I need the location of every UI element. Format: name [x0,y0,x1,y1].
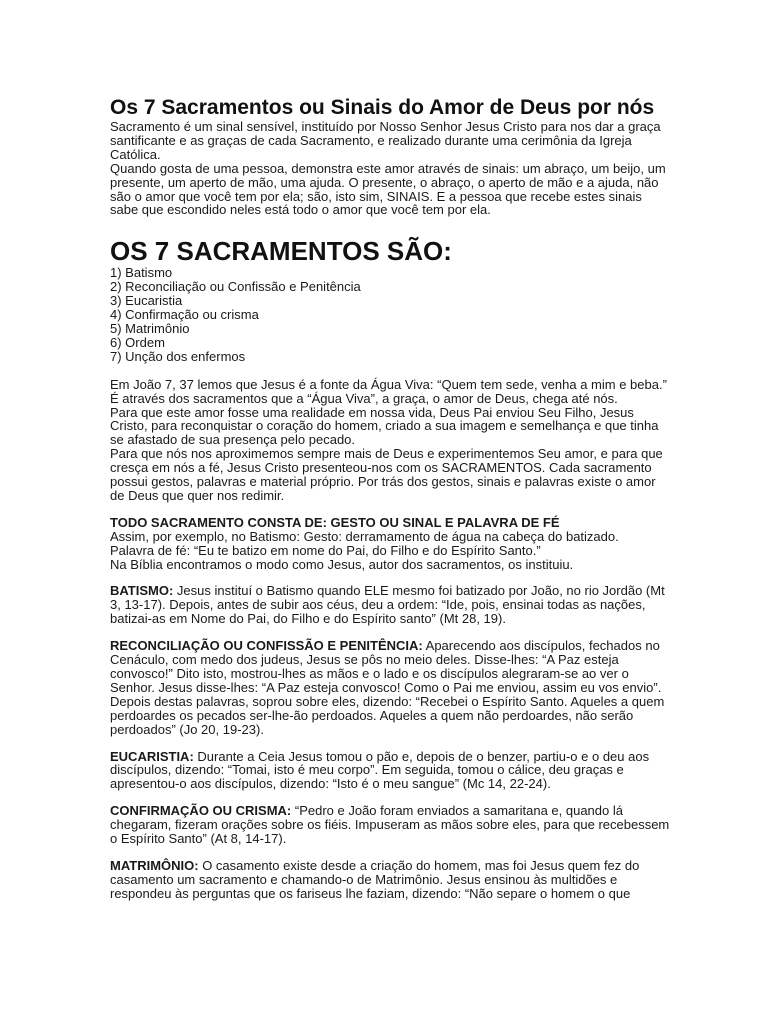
sacraments-heading: OS 7 SACRAMENTOS SÃO: [110,236,452,267]
section-matrimonio [110,859,670,901]
page-title: Os 7 Sacramentos ou Sinais do Amor de Deus por nós [110,96,655,119]
todo-heading: TODO SACRAMENTO CONSTA DE: GESTO OU SINAL E PALAVRA DE FÉ [110,514,560,530]
section-label: MATRIMÔNIO: [110,857,199,873]
body-paragraph-2: É através dos sacramentos que a “Água Viva”, a graça, o amor de Deus, chega até nós. [110,390,618,406]
document-body [110,96,670,901]
todo-line-1: Assim, por exemplo, no Batismo: Gesto: derramamento de água na cabeça do batizado. [110,528,619,544]
section-label: RECONCILIAÇÃO OU CONFISSÃO E PENITÊNCIA: [110,638,423,654]
section-text: Durante a Ceia Jesus tomou o pão e, depois de o benzer, partiu-o e o deu aos discípulos, dizendo: “Tomai, isto é meu corpo”. Em seguida, tomou o cálice, deu graças e apresentou-o aos discípulos, dizendo: “Isto é o meu sangue” (Mc 14, 22-24). [110,748,650,792]
section-text: Aparecendo aos discípulos, fechados no Cenáculo, com medo dos judeus, Jesus se pôs no meio deles. Disse-lhes: “A Paz esteja convosco!” Dito isto, mostrou-lhes as mãos e o lado e os discípulos alegraram-se ao ver o Senhor. Jesus disse-lhes: “A Paz esteja convosco! Como o Pai me enviou, assim eu vos envio”. Depois destas palavras, soprou sobre eles, dizendo: “Recebei o Espírito Santo. Aqueles a quem perdoardes os pecados ser-lhe-ão perdoados. Aqueles a quem não perdoardes, não serão perdoados” (Jo 20, 19-23). [110,638,665,737]
sacraments-list [110,266,670,363]
list-item: 1) Batismo [110,265,173,281]
list-item: 3) Eucaristia [110,293,183,309]
list-item: 6) Ordem [110,334,165,350]
list-item: 4) Confirmação ou crisma [110,307,259,323]
todo-line-2: Palavra de fé: “Eu te batizo em nome do Pai, do Filho e do Espírito Santo.” [110,542,541,558]
intro-paragraph-1: Sacramento é um sinal sensível, instituído por Nosso Senhor Jesus Cristo para nos dar a graça santificante e as graças de cada Sacramento, e realizado durante uma cerimônia da Igreja Católica. [110,119,661,162]
section-text: O casamento existe desde a criação do homem, mas foi Jesus quem fez do casamento um sacramento e chamando-o de Matrimônio. Jesus ensinou às multidões e respondeu às perguntas que os fariseus lhe faziam, dizendo: “Não separe o homem o que [110,857,640,901]
list-item: 7) Unção dos enfermos [110,348,246,364]
section-label: EUCARISTIA: [110,748,194,764]
body-paragraph-1: Em João 7, 37 lemos que Jesus é a fonte da Água Viva: “Quem tem sede, venha a mim e beba.” [110,376,667,392]
section-label: CONFIRMAÇÃO OU CRISMA: [110,803,292,819]
body-paragraph-3: Para que este amor fosse uma realidade em nossa vida, Deus Pai enviou Seu Filho, Jesus Cristo, para reconquistar o coração do homem, criado a sua imagem e semelhança e que tinha se afastado de sua presença pelo pecado. [110,404,659,448]
section-text: “Pedro e João foram enviados a samaritana e, quando lá chegaram, fizeram orações sobre os fiéis. Impuseram as mãos sobre eles, para que recebessem o Espírito Santo” (At 8, 14-17). [110,803,670,847]
section-batismo [110,584,670,626]
section-confirmacao [110,804,670,846]
section-text: Jesus instituí o Batismo quando ELE mesmo foi batizado por João, no rio Jordão (Mt 3, 13-17). Depois, antes de subir aos céus, deu a ordem: “Ide, pois, ensinai todas as nações, batizai-as em Nome do Pai, do Filho e do Espírito santo” (Mt 28, 19). [110,583,665,627]
list-item: 2) Reconciliação ou Confissão e Penitência [110,279,361,295]
todo-line-3: Na Bíblia encontramos o modo como Jesus, autor dos sacramentos, os instituiu. [110,556,574,572]
list-item: 5) Matrimônio [110,320,190,336]
intro-paragraph-2: Quando gosta de uma pessoa, demonstra este amor através de sinais: um abraço, um beijo, um presente, um aperto de mão, uma ajuda. O presente, o abraço, o aperto de mão e a ajuda, não são o amor que você tem por ela; são, isto sim, SINAIS. E a pessoa que recebe estes sinais sabe que escondido neles está todo o amor que você tem por ela. [110,160,666,218]
section-eucaristia [110,750,670,792]
section-reconciliacao [110,639,670,736]
body-paragraph-4: Para que nós nos aproximemos sempre mais de Deus e experimentemos Seu amor, e para que cresça em nós a fé, Jesus Cristo presenteou-nos com os SACRAMENTOS. Cada sacramento possui gestos, palavras e material próprio. Por trás dos gestos, sinais e palavras existe o amor de Deus que quer nos redimir. [110,446,663,503]
section-label: BATISMO: [110,583,174,599]
